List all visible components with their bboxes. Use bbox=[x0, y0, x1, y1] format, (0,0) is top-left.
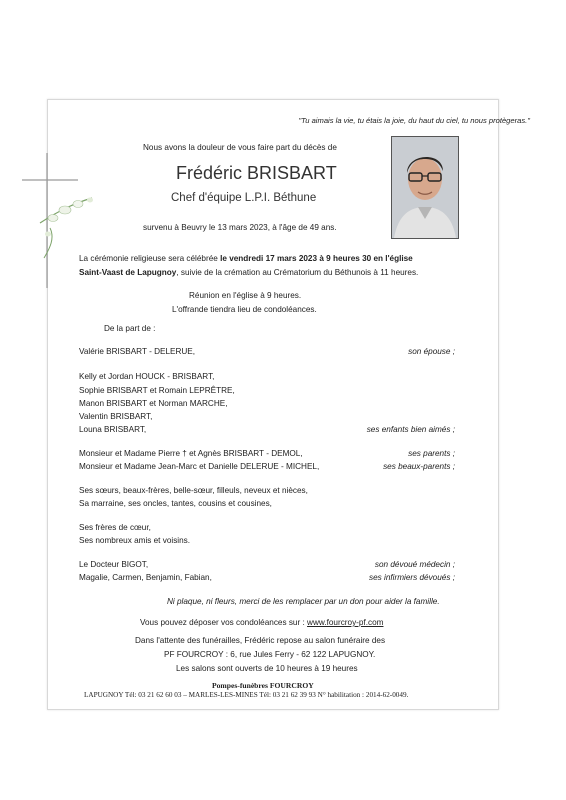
child: Louna BRISBART, bbox=[79, 425, 147, 434]
quote: "Tu aimais la vie, tu étais la joie, du haut du ciel, tu nous protègeras." bbox=[298, 116, 530, 125]
parents: Monsieur et Madame Pierre † et Agnès BRISBART - DEMOL, bbox=[79, 449, 303, 458]
condolences-link[interactable]: www.fourcroy-pf.com bbox=[307, 618, 384, 627]
condolences-line bbox=[140, 618, 383, 627]
ceremony-text: La cérémonie religieuse sera célébrée bbox=[79, 254, 221, 263]
nurses-relation: ses infirmiers dévoués ; bbox=[368, 573, 455, 582]
rest-line-2: PF FOURCROY : 6, rue Jules Ferry - 62 122 LAPUGNOY. bbox=[164, 650, 376, 659]
rest-line-3: Les salons sont ouverts de 10 heures à 19 heures bbox=[176, 664, 358, 673]
parents-in-law-relation: ses beaux-parents ; bbox=[383, 462, 455, 471]
lily-bud bbox=[87, 198, 93, 203]
cremation-text: , suivie de la crémation au Crématorium du Béthunois à 11 heures. bbox=[176, 268, 419, 277]
nurses: Magalie, Carmen, Benjamin, Fabian, bbox=[79, 573, 212, 582]
rest-line-1: Dans l'attente des funérailles, Frédéric repose au salon funéraire des bbox=[135, 636, 386, 645]
lily-flower bbox=[48, 215, 58, 222]
church-name: Saint-Vaast de Lapugnoy bbox=[79, 268, 177, 277]
child: Sophie BRISBART et Romain LEPRÊTRE, bbox=[79, 386, 235, 395]
children-relation: ses enfants bien aimés ; bbox=[366, 425, 455, 434]
condolences-text: Vous pouvez déposer vos condoléances sur : bbox=[140, 618, 308, 627]
meeting-text: Réunion en l'église à 9 heures. bbox=[189, 291, 302, 300]
child: Kelly et Jordan HOUCK - BRISBART, bbox=[79, 372, 215, 381]
siblings-line: Ses sœurs, beaux-frères, belle-sœur, filleuls, neveux et nièces, bbox=[79, 486, 308, 495]
spouse: Valérie BRISBART - DELERUE, bbox=[79, 347, 196, 356]
footer-contact: LAPUGNOY Tél: 03 21 62 60 03 – MARLES-LES-MINES Tél: 03 21 62 39 93 N° habilitation : 2014-62-0049. bbox=[84, 691, 409, 699]
intro-text: Nous avons la douleur de vous faire part du décès de bbox=[143, 143, 337, 152]
ceremony-line-1 bbox=[79, 254, 413, 263]
no-flowers-note: Ni plaque, ni fleurs, merci de les remplacer par un don pour aider la famille. bbox=[167, 597, 440, 606]
deceased-name: Frédéric BRISBART bbox=[176, 163, 337, 183]
parents-in-law: Monsieur et Madame Jean-Marc et Danielle DELERUE - MICHEL, bbox=[79, 462, 320, 471]
lily-flower bbox=[73, 201, 83, 208]
deceased-role: Chef d'équipe L.P.I. Béthune bbox=[171, 192, 317, 204]
spouse-relation: son épouse ; bbox=[408, 347, 455, 356]
deceased-photo bbox=[391, 136, 459, 239]
child: Manon BRISBART et Norman MARCHE, bbox=[79, 399, 228, 408]
lily-flower bbox=[59, 206, 71, 214]
doctor: Le Docteur BIGOT, bbox=[79, 560, 149, 569]
child: Valentin BRISBART, bbox=[79, 412, 153, 421]
ceremony-line-2 bbox=[79, 268, 418, 277]
relatives-line: Sa marraine, ses oncles, tantes, cousins et cousines, bbox=[79, 499, 272, 508]
from-label: De la part de : bbox=[104, 324, 156, 333]
footer-title: Pompes-funèbres FOURCROY bbox=[212, 681, 314, 690]
ceremony-date: le vendredi 17 mars 2023 à 9 heures 30 en l'église bbox=[220, 254, 413, 263]
friends-line: Ses frères de cœur, bbox=[79, 523, 151, 532]
portrait-illustration bbox=[392, 137, 458, 238]
offering-text: L'offrande tiendra lieu de condoléances. bbox=[172, 305, 317, 314]
doctor-relation: son dévoué médecin ; bbox=[374, 560, 455, 569]
parents-relation: ses parents ; bbox=[408, 449, 455, 458]
lily-bud bbox=[45, 232, 51, 237]
death-info: survenu à Beuvry le 13 mars 2023, à l'âge de 49 ans. bbox=[143, 223, 337, 232]
neighbors-line: Ses nombreux amis et voisins. bbox=[79, 536, 191, 545]
